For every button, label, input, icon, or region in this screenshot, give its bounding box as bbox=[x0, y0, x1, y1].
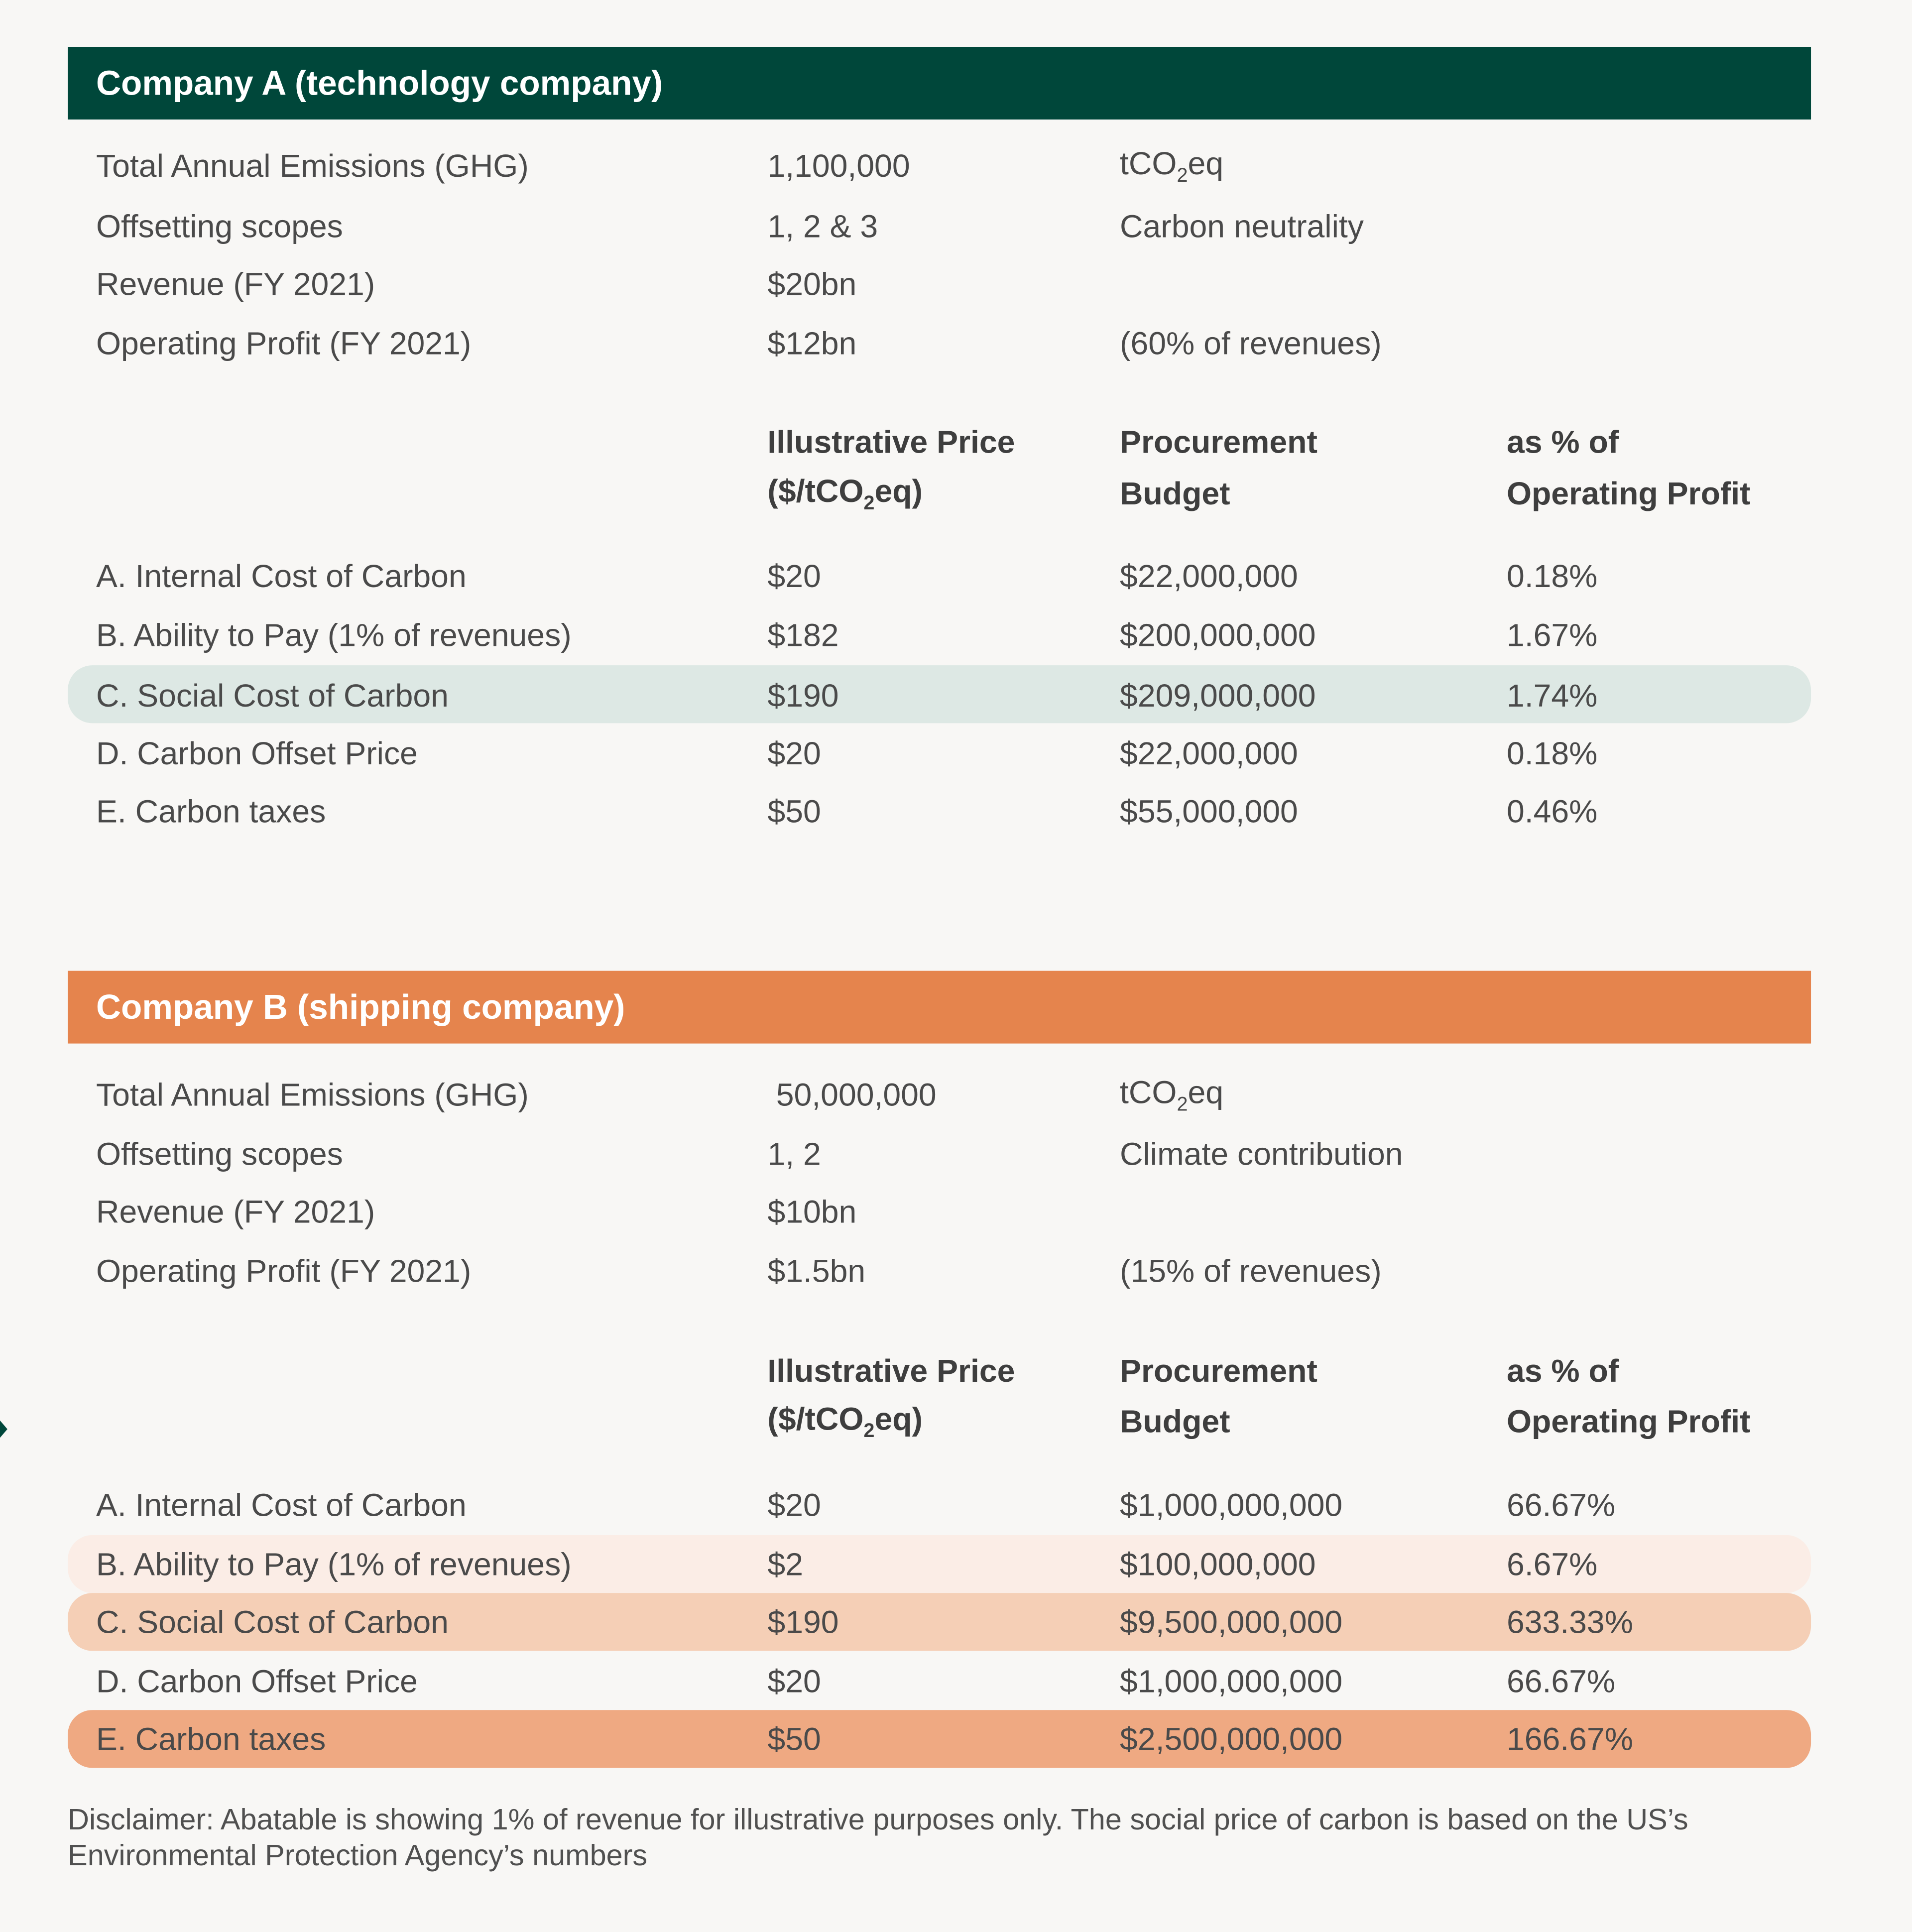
info-value: 1, 2 & 3 bbox=[767, 207, 878, 245]
cell-budget: $55,000,000 bbox=[1120, 793, 1298, 830]
cell-label: A. Internal Cost of Carbon bbox=[96, 1486, 467, 1524]
info-unit bbox=[1120, 145, 1223, 188]
unit-sub: 2 bbox=[1177, 1094, 1188, 1116]
company-a-title: Company A (technology company) bbox=[68, 47, 1811, 120]
cell-label: C. Social Cost of Carbon bbox=[96, 677, 449, 714]
unit-text: tCO bbox=[1120, 144, 1177, 182]
unit-text: ($/tCO bbox=[767, 472, 864, 510]
header-budget: Budget bbox=[1120, 475, 1230, 512]
cell-label: D. Carbon Offset Price bbox=[96, 734, 418, 772]
info-value: $1.5bn bbox=[767, 1252, 866, 1290]
cell-label: E. Carbon taxes bbox=[96, 1720, 326, 1758]
unit-sub: 2 bbox=[1177, 165, 1188, 187]
cell-budget: $9,500,000,000 bbox=[1120, 1603, 1343, 1641]
cell-price: $20 bbox=[767, 1662, 821, 1700]
disclaimer: Disclaimer: Abatable is showing 1% of revenue for illustrative purposes only. The social price of carbon is based on the US’s Environmental Protection Agency’s numbers bbox=[68, 1804, 1688, 1873]
header-price-unit bbox=[767, 1400, 923, 1444]
cell-pct: 6.67% bbox=[1506, 1545, 1598, 1583]
info-label: Offsetting scopes bbox=[96, 1135, 343, 1173]
cell-price: $50 bbox=[767, 793, 821, 830]
cell-pct: 0.46% bbox=[1506, 793, 1598, 830]
cell-budget: $100,000,000 bbox=[1120, 1545, 1316, 1583]
cell-label: A. Internal Cost of Carbon bbox=[96, 557, 467, 595]
cell-price: $190 bbox=[767, 1603, 839, 1641]
cell-label: B. Ability to Pay (1% of revenues) bbox=[96, 1545, 572, 1583]
cell-budget: $22,000,000 bbox=[1120, 557, 1298, 595]
cell-price: $20 bbox=[767, 734, 821, 772]
info-value: $10bn bbox=[767, 1193, 857, 1230]
info-value: 1, 2 bbox=[767, 1135, 821, 1173]
info-note: Carbon neutrality bbox=[1120, 207, 1364, 245]
header-pct: Operating Profit bbox=[1506, 1402, 1751, 1440]
info-value: $20bn bbox=[767, 265, 857, 303]
cell-pct: 633.33% bbox=[1506, 1603, 1633, 1641]
info-label: Total Annual Emissions (GHG) bbox=[96, 1076, 529, 1113]
cell-pct: 1.74% bbox=[1506, 677, 1598, 714]
cell-price: $20 bbox=[767, 557, 821, 595]
info-label: Operating Profit (FY 2021) bbox=[96, 324, 472, 362]
cell-price: $190 bbox=[767, 677, 839, 714]
info-value: $12bn bbox=[767, 324, 857, 362]
cell-price: $50 bbox=[767, 1720, 821, 1758]
header-pct: as % of bbox=[1506, 423, 1619, 461]
info-note: (60% of revenues) bbox=[1120, 324, 1382, 362]
info-unit bbox=[1120, 1074, 1223, 1117]
unit-text: eq bbox=[1188, 1074, 1224, 1111]
company-b-title: Company B (shipping company) bbox=[68, 971, 1811, 1044]
cell-budget: $22,000,000 bbox=[1120, 734, 1298, 772]
unit-text: eq) bbox=[874, 1400, 923, 1438]
info-note: Climate contribution bbox=[1120, 1135, 1403, 1173]
cell-budget: $209,000,000 bbox=[1120, 677, 1316, 714]
cell-label: D. Carbon Offset Price bbox=[96, 1662, 418, 1700]
cell-price: $182 bbox=[767, 616, 839, 654]
cell-pct: 66.67% bbox=[1506, 1486, 1616, 1524]
cell-label: B. Ability to Pay (1% of revenues) bbox=[96, 616, 572, 654]
arrow-icon bbox=[0, 1421, 7, 1438]
header-price: Illustrative Price bbox=[767, 1352, 1015, 1389]
cell-pct: 1.67% bbox=[1506, 616, 1598, 654]
info-label: Total Annual Emissions (GHG) bbox=[96, 147, 529, 184]
info-value: 1,100,000 bbox=[767, 147, 910, 184]
cell-budget: $1,000,000,000 bbox=[1120, 1486, 1343, 1524]
unit-sub: 2 bbox=[863, 493, 875, 514]
header-pct: Operating Profit bbox=[1506, 475, 1751, 512]
info-label: Offsetting scopes bbox=[96, 207, 343, 245]
header-budget: Procurement bbox=[1120, 1352, 1317, 1389]
header-pct: as % of bbox=[1506, 1352, 1619, 1389]
cell-budget: $1,000,000,000 bbox=[1120, 1662, 1343, 1700]
cell-budget: $2,500,000,000 bbox=[1120, 1720, 1343, 1758]
info-label: Revenue (FY 2021) bbox=[96, 1193, 375, 1230]
unit-text: eq bbox=[1188, 144, 1224, 182]
cell-pct: 166.67% bbox=[1506, 1720, 1633, 1758]
header-price: Illustrative Price bbox=[767, 423, 1015, 461]
info-value: 50,000,000 bbox=[776, 1076, 937, 1113]
cell-pct: 66.67% bbox=[1506, 1662, 1616, 1700]
cell-price: $20 bbox=[767, 1486, 821, 1524]
cell-label: E. Carbon taxes bbox=[96, 793, 326, 830]
cell-pct: 0.18% bbox=[1506, 557, 1598, 595]
unit-text: tCO bbox=[1120, 1074, 1177, 1111]
unit-text: ($/tCO bbox=[767, 1400, 864, 1438]
unit-text: eq) bbox=[874, 472, 923, 510]
info-note: (15% of revenues) bbox=[1120, 1252, 1382, 1290]
info-label: Revenue (FY 2021) bbox=[96, 265, 375, 303]
cell-budget: $200,000,000 bbox=[1120, 616, 1316, 654]
header-budget: Procurement bbox=[1120, 423, 1317, 461]
unit-sub: 2 bbox=[863, 1421, 875, 1443]
cell-pct: 0.18% bbox=[1506, 734, 1598, 772]
header-price-unit bbox=[767, 473, 923, 516]
header-budget: Budget bbox=[1120, 1402, 1230, 1440]
cell-label: C. Social Cost of Carbon bbox=[96, 1603, 449, 1641]
info-label: Operating Profit (FY 2021) bbox=[96, 1252, 472, 1290]
cell-price: $2 bbox=[767, 1545, 803, 1583]
